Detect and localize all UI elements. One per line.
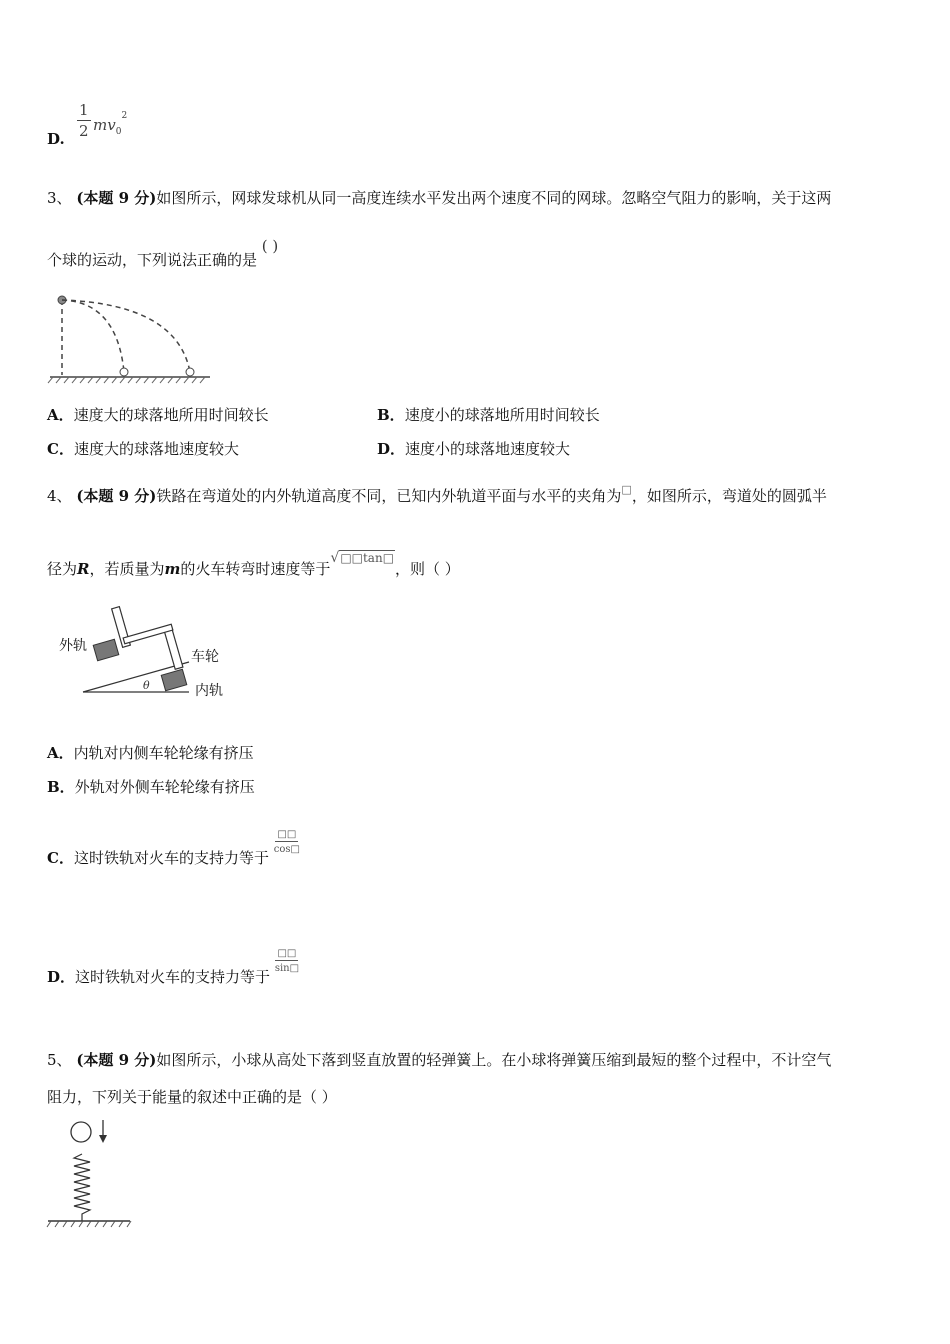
q3-line2: 个球的运动，下列说法正确的是 ( ) <box>47 237 279 269</box>
spring <box>74 1154 90 1221</box>
q4-line1: 4、 (本题 9 分)铁路在弯道处的内外轨道高度不同，已知内外轨道平面与水平的夹角为□，如图所示，弯道处的圆弧半 <box>47 483 827 505</box>
sqrt-expression: √□□tan□ <box>330 550 395 566</box>
fall-arrow-head <box>99 1135 107 1143</box>
q4-line2: 径为R，若质量为m的火车转弯时速度等于$^{√□□tan□}$，则（ ） <box>47 550 460 578</box>
theta-label: θ <box>143 679 150 692</box>
q3-option-c[interactable]: C．速度大的球落地速度较大 <box>47 440 239 458</box>
wheel-label: 车轮 <box>191 649 219 665</box>
option-label: D. <box>47 130 65 148</box>
landing-ball-2 <box>186 368 194 376</box>
outer-rail-block <box>93 639 119 660</box>
ball <box>71 1122 91 1142</box>
q5-line2: 阻力，下列关于能量的叙述中正确的是（ ） <box>47 1088 337 1106</box>
trajectory-slow <box>62 300 124 372</box>
q5-spring-figure <box>45 1118 137 1230</box>
landing-ball-1 <box>120 368 128 376</box>
answer-paren: ( ) <box>261 237 279 255</box>
base-hatch <box>47 1221 131 1227</box>
outer-rail-label: 外轨 <box>59 638 87 654</box>
cos-fraction: $\frac{□□}{\cos□}$ <box>273 829 300 855</box>
inner-rail-label: 内轨 <box>195 683 223 699</box>
half-fraction: $\frac{1}{2}$ <box>79 101 89 140</box>
q3-line1: 3、 (本题 9 分)如图所示，网球发球机从同一高度连续水平发出两个速度不同的网球。忽略空气阻力的影响，关于这两 <box>47 189 832 207</box>
theta-glyph: □ <box>621 483 632 496</box>
sin-fraction: $\frac{□□}{\sin□}$ <box>274 948 300 974</box>
q3-option-d[interactable]: D．速度小的球落地速度较大 <box>377 440 571 458</box>
q5-line1: 5、 (本题 9 分)如图所示，小球从高处下落到竖直放置的轻弹簧上。在小球将弹簧压缩到最短的整个过程中，不计空气 <box>47 1051 832 1069</box>
inner-rail-block <box>161 669 187 690</box>
q3-projectile-figure <box>47 292 217 384</box>
q4-option-b[interactable]: B．外轨对外侧车轮轮缘有挤压 <box>47 778 255 796</box>
mv-expression: $mv_0^2$ <box>93 111 128 137</box>
ground-hatch <box>48 377 205 383</box>
q3-option-b[interactable]: B．速度小的球落地所用时间较长 <box>377 406 600 424</box>
q4-option-a[interactable]: A．内轨对内侧车轮轮缘有挤压 <box>47 744 254 762</box>
q4-rail-figure <box>57 600 237 700</box>
q3-option-a[interactable]: A．速度大的球落地所用时间较长 <box>47 406 269 424</box>
sqrt-symbol: √ <box>330 550 340 566</box>
q4-option-c[interactable]: C．这时铁轨对火车的支持力等于 $\frac{□□}{\cos□}$ <box>47 829 300 867</box>
trajectory-fast <box>62 300 190 372</box>
q4-option-d[interactable]: D．这时铁轨对火车的支持力等于 $\frac{□□}{\sin□}$ <box>47 948 300 986</box>
wheel-axle <box>112 607 183 670</box>
